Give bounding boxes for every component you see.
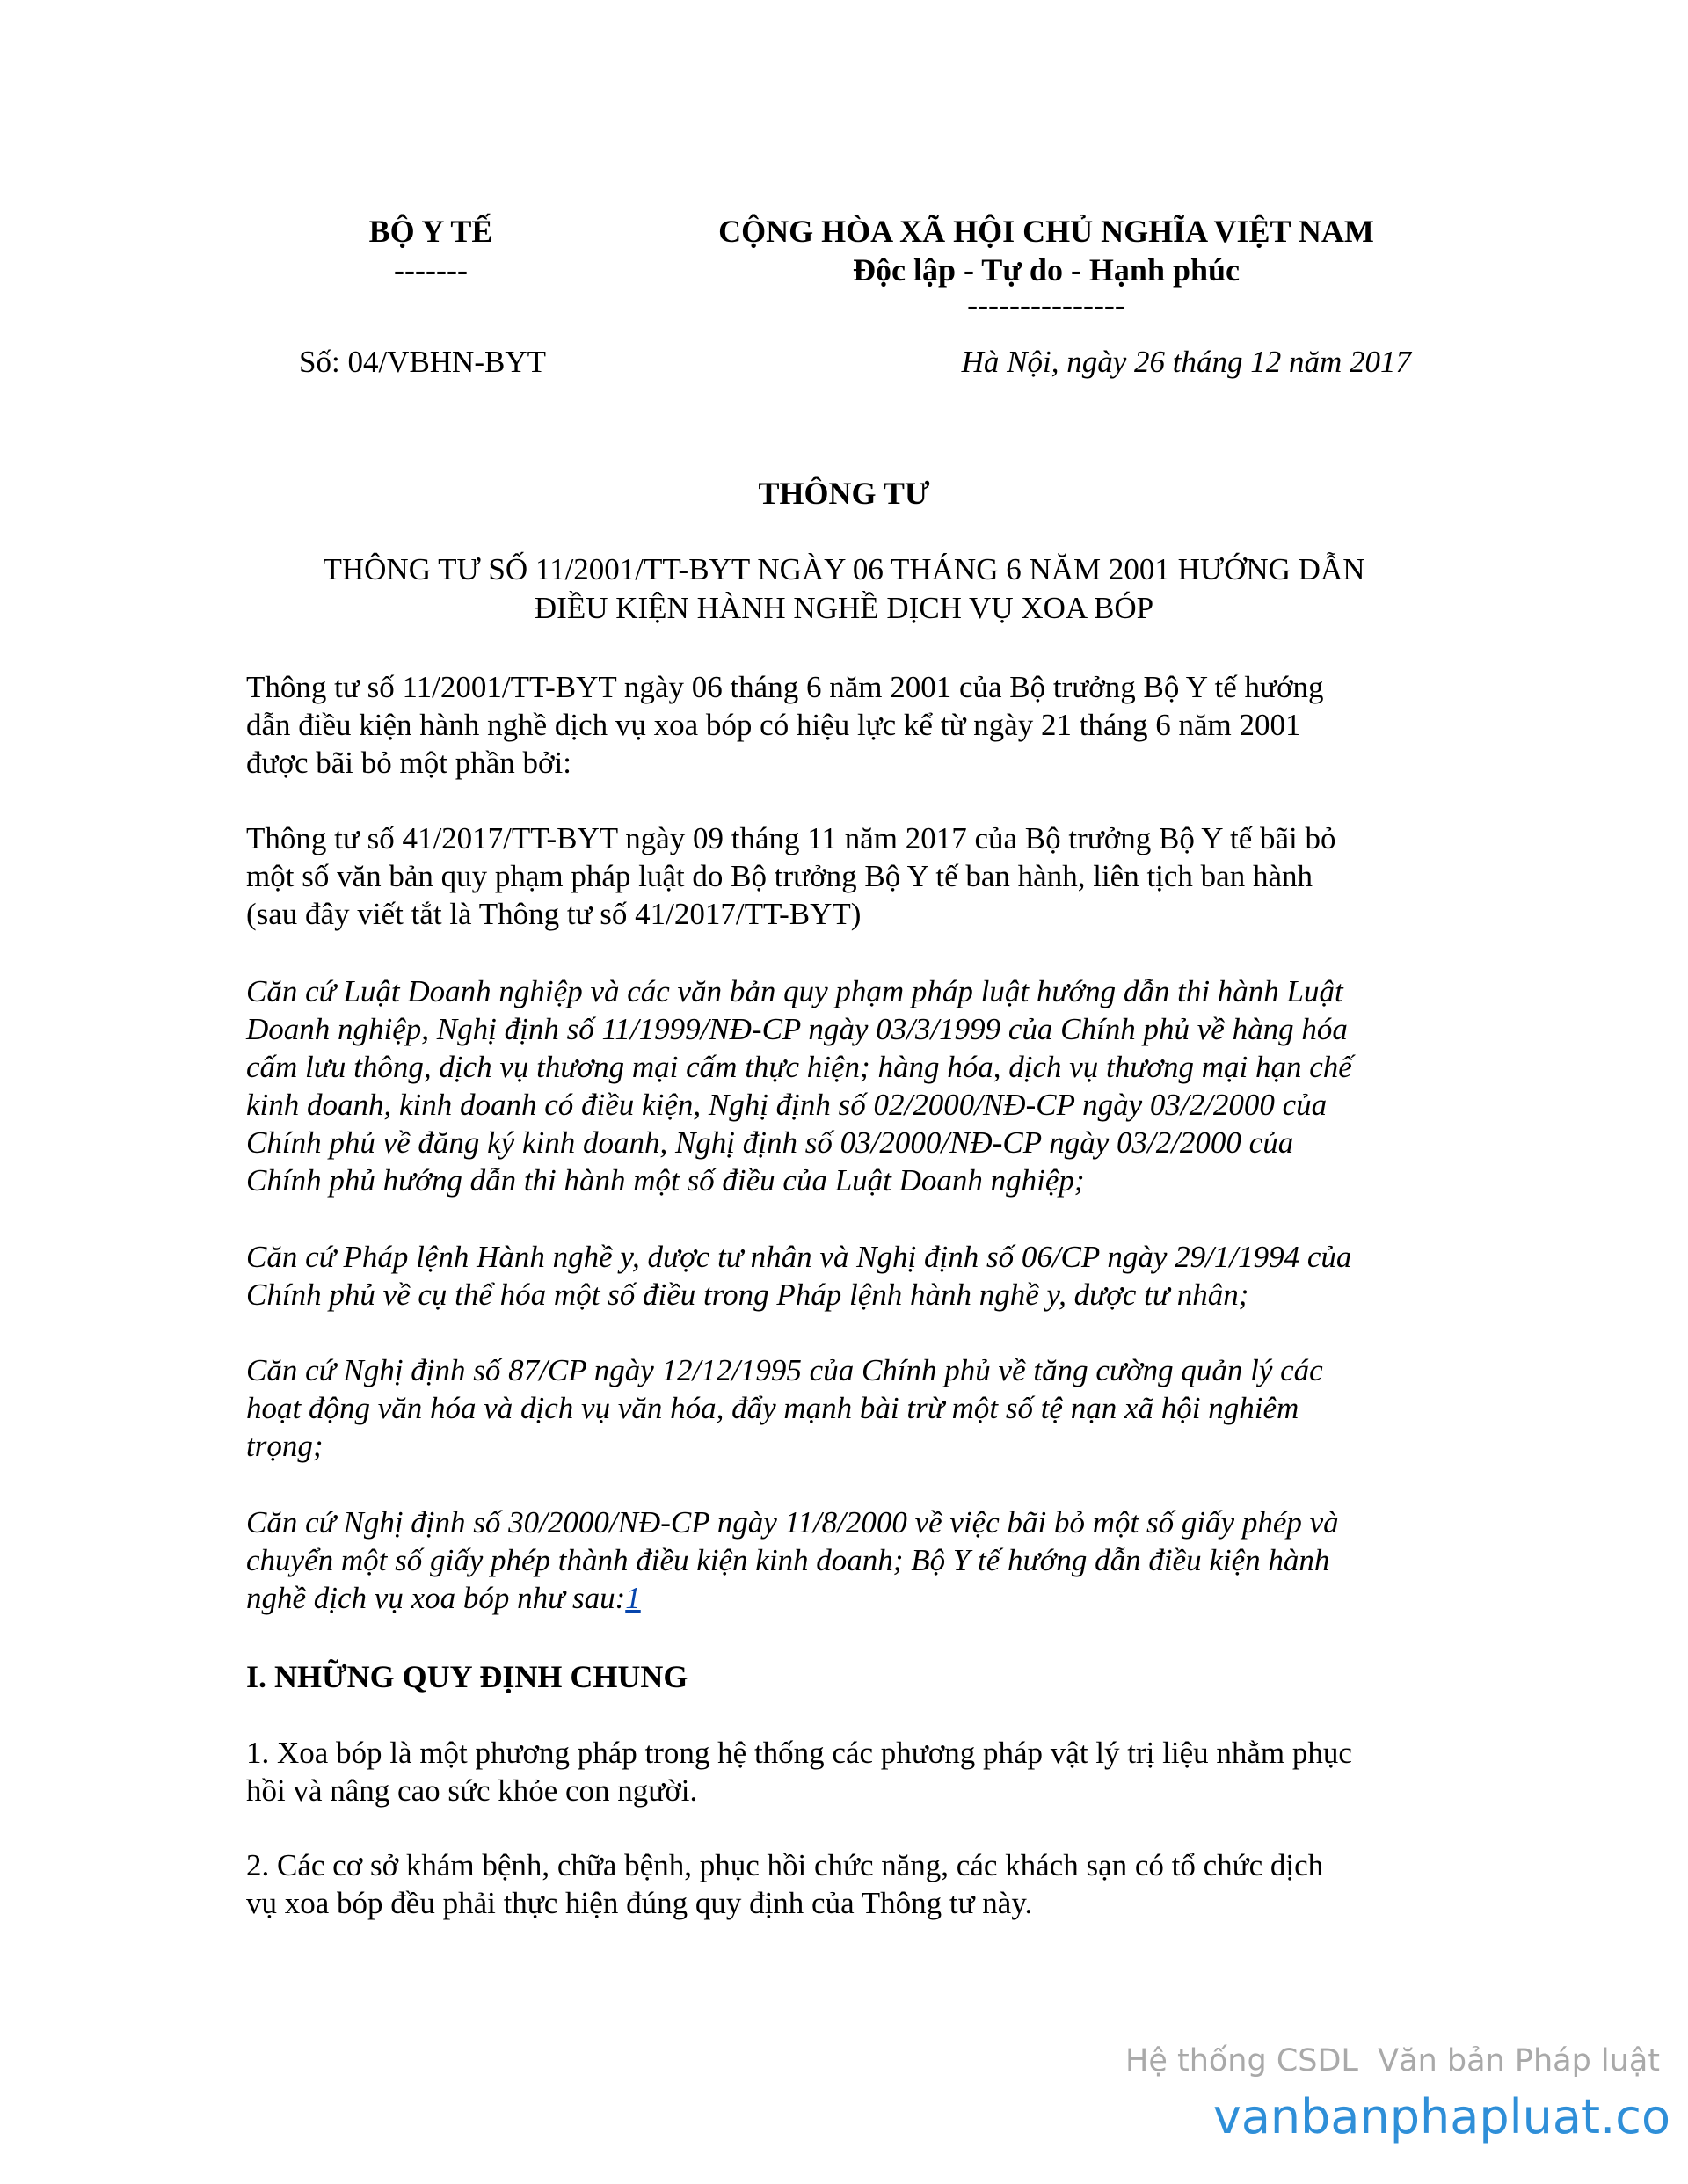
text-line: Chính phủ hướng dẫn thi hành một số điều của Luật Doanh nghiệp; [246,1163,1085,1198]
document-subtitle-line-1: THÔNG TƯ SỐ 11/2001/TT-BYT NGÀY 06 THÁNG 6 NĂM 2001 HƯỚNG DẪN [323,552,1365,586]
text-line: chuyển một số giấy phép thành điều kiện kinh doanh; Bộ Y tế hướng dẫn điều kiện hành [246,1543,1330,1577]
document-subtitle-line-2: ĐIỀU KIỆN HÀNH NGHỀ DỊCH VỤ XOA BÓP [534,591,1154,625]
text-line: Căn cứ Nghị định số 87/CP ngày 12/12/1995 của Chính phủ về tăng cường quản lý các [246,1353,1323,1387]
country-name: CỘNG HÒA XÃ HỘI CHỦ NGHĨA VIỆT NAM [718,214,1374,249]
ministry-name: BỘ Y TẾ [368,214,493,249]
intro-paragraph-1 [246,668,1495,782]
text-line-content: nghề dịch vụ xoa bóp như sau: [246,1581,626,1615]
text-line: cấm lưu thông, dịch vụ thương mại cấm thực hiện; hàng hóa, dịch vụ thương mại hạn chế [246,1050,1352,1084]
intro-paragraph-2 [246,819,1495,933]
text-line: Thông tư số 11/2001/TT-BYT ngày 06 tháng 6 năm 2001 của Bộ trưởng Bộ Y tế hướng [246,670,1324,704]
text-line: hoạt động văn hóa và dịch vụ văn hóa, đẩy mạnh bài trừ một số tệ nạn xã hội nghiêm [246,1391,1299,1425]
text-line: 2. Các cơ sở khám bệnh, chữa bệnh, phục hồi chức năng, các khách sạn có tổ chức dịch [246,1848,1324,1882]
text-line: vụ xoa bóp đều phải thực hiện đúng quy định của Thông tư này. [246,1886,1033,1920]
basis-paragraph-2 [246,1238,1495,1314]
ministry-rule: ------- [394,252,468,288]
text-line: Thông tư số 41/2017/TT-BYT ngày 09 tháng 11 năm 2017 của Bộ trưởng Bộ Y tế bãi bỏ [246,821,1336,855]
footnote-link[interactable]: 1 [625,1581,641,1615]
basis-paragraph-3 [246,1351,1495,1465]
text-line: dẫn điều kiện hành nghề dịch vụ xoa bóp có hiệu lực kể từ ngày 21 tháng 6 năm 2001 [246,708,1301,742]
national-motto: Độc lập - Tự do - Hạnh phúc [852,252,1241,288]
place-and-date: Hà Nội, ngày 26 tháng 12 năm 2017 [961,345,1411,379]
text-line: Căn cứ Pháp lệnh Hành nghề y, dược tư nhân và Nghị định số 06/CP ngày 29/1/1994 của [246,1240,1352,1274]
text-line: được bãi bỏ một phần bởi: [246,746,571,780]
document-number: Số: 04/VBHN-BYT [299,345,546,379]
text-line [246,1579,1495,1617]
text-line: hồi và nâng cao sức khỏe con người. [246,1773,698,1808]
watermark-site: vanbanphapluat.co [1212,2089,1670,2144]
section-item-1 [246,1734,1495,1809]
text-line: 1. Xoa bóp là một phương pháp trong hệ thống các phương pháp vật lý trị liệu nhằm phục [246,1736,1352,1770]
basis-paragraph-1 [246,972,1495,1199]
section-item-2 [246,1846,1495,1922]
text-line: kinh doanh, kinh doanh có điều kiện, Nghị định số 02/2000/NĐ-CP ngày 03/2/2000 của [246,1088,1328,1122]
section-heading: I. NHỮNG QUY ĐỊNH CHUNG [246,1659,688,1694]
text-line: Căn cứ Nghị định số 30/2000/NĐ-CP ngày 11/8/2000 về việc bãi bỏ một số giấy phép và [246,1505,1339,1540]
basis-paragraph-4 [246,1503,1495,1617]
text-line: Doanh nghiệp, Nghị định số 11/1999/NĐ-CP ngày 03/3/1999 của Chính phủ về hàng hóa [246,1012,1348,1046]
watermark-caption: Hệ thống CSDL Văn bản Pháp luật [1125,2043,1661,2078]
document-type: THÔNG TƯ [758,476,930,511]
motto-rule: --------------- [967,288,1125,323]
text-line: Chính phủ về cụ thể hóa một số điều trong Pháp lệnh hành nghề y, dược tư nhân; [246,1278,1249,1312]
text-line: Chính phủ về đăng ký kinh doanh, Nghị định số 03/2000/NĐ-CP ngày 03/2/2000 của [246,1125,1294,1160]
text-line: Căn cứ Luật Doanh nghiệp và các văn bản quy phạm pháp luật hướng dẫn thi hành Luật [246,974,1343,1008]
text-line: một số văn bản quy phạm pháp luật do Bộ trưởng Bộ Y tế ban hành, liên tịch ban hành [246,859,1313,893]
text-line: trọng; [246,1429,324,1463]
text-line: (sau đây viết tắt là Thông tư số 41/2017/TT-BYT) [246,897,862,931]
